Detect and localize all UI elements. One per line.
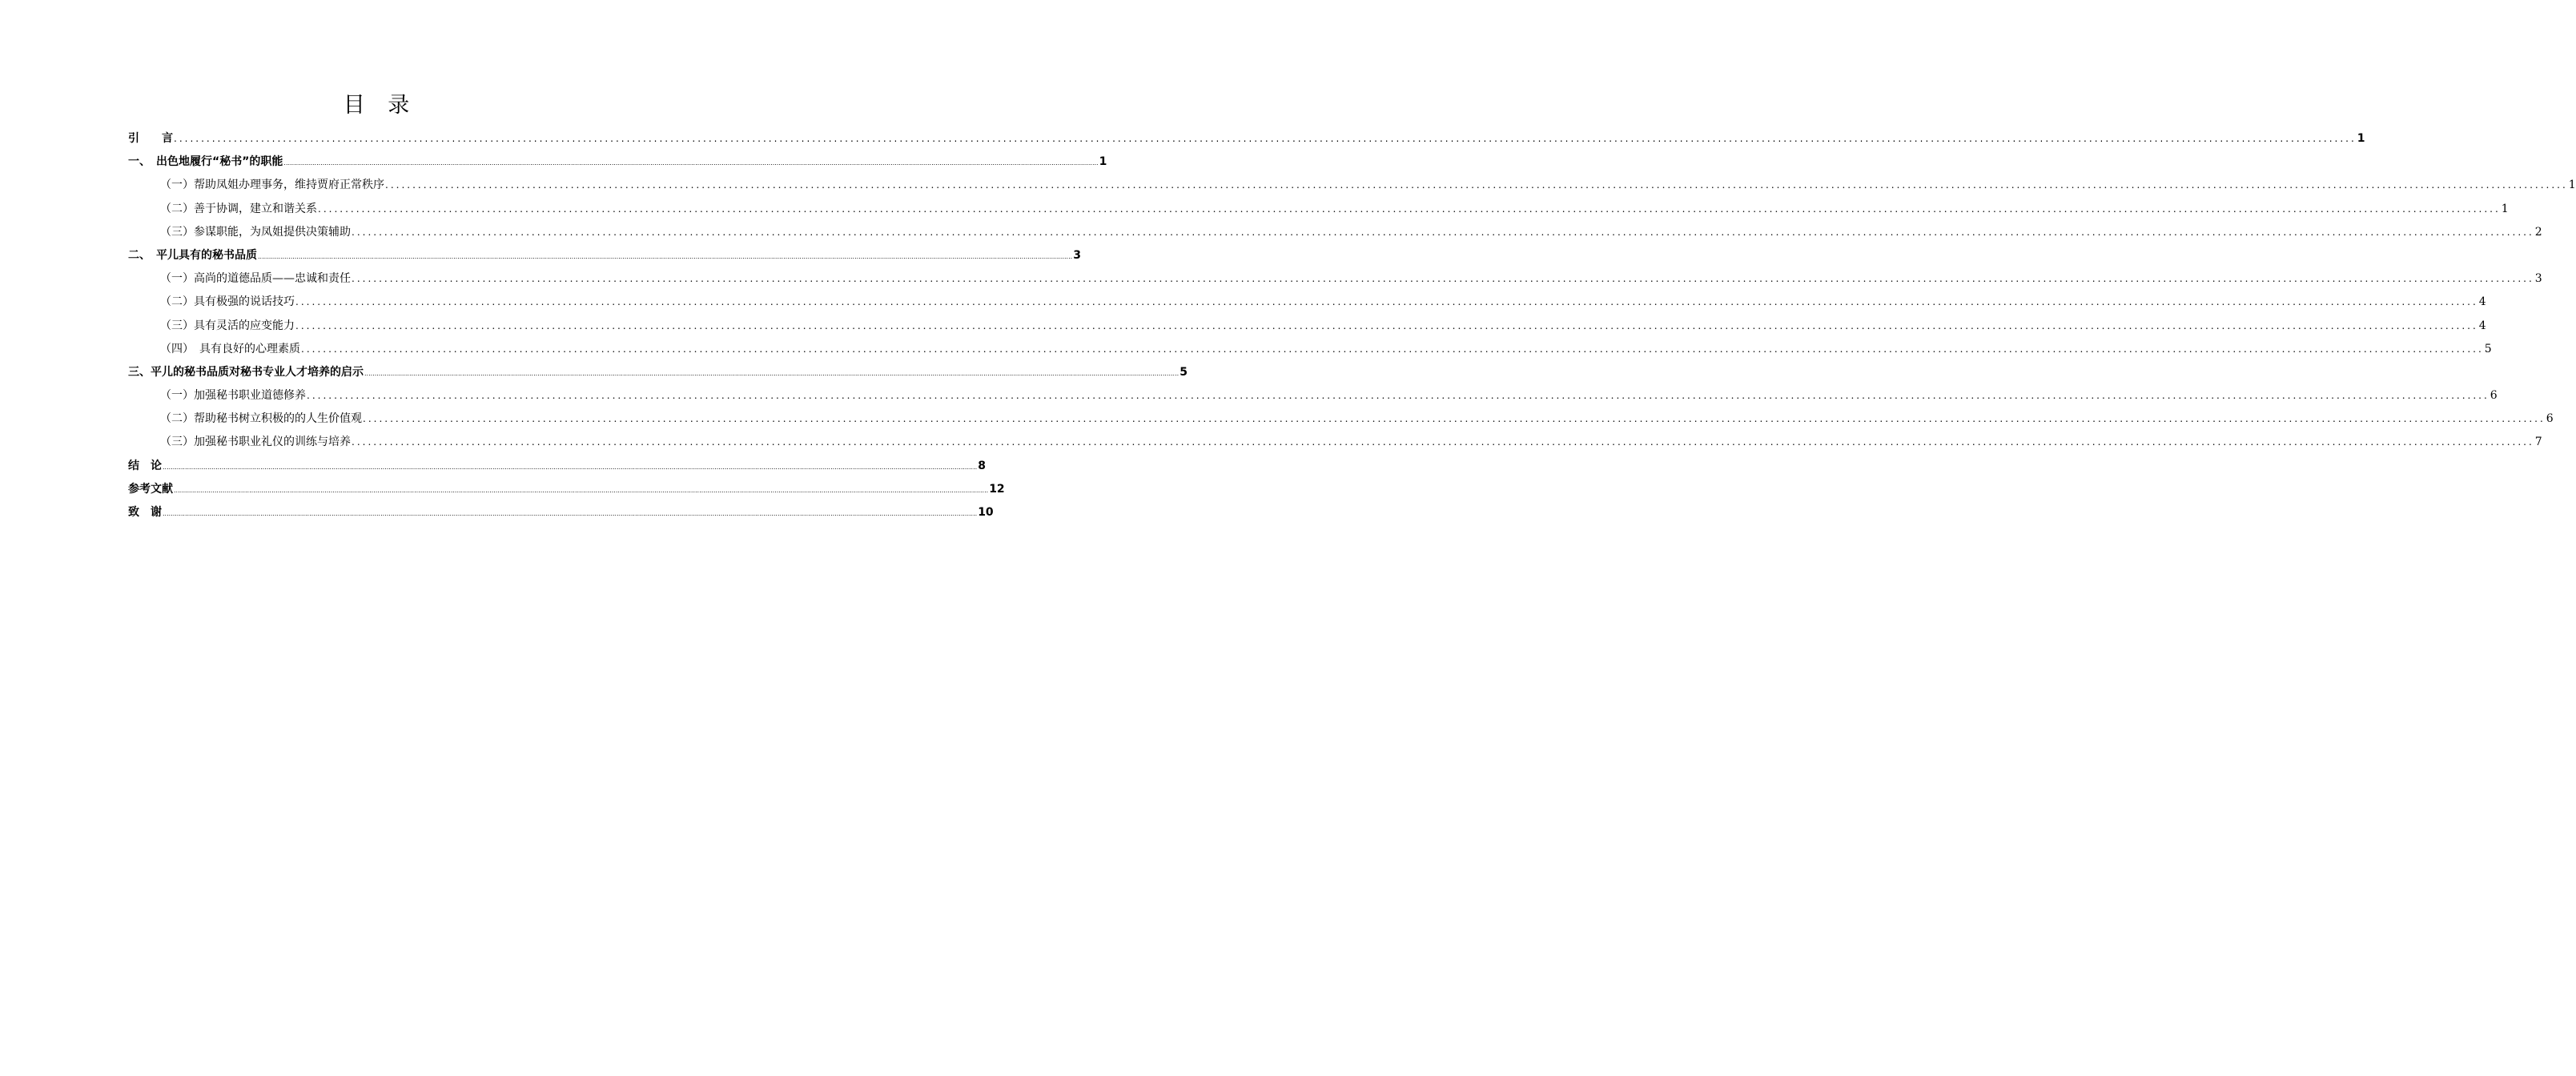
toc-entry[interactable] [128,504,994,527]
toc-entry[interactable] [128,363,1188,387]
toc-entry-page-number: 4 [2478,295,2486,309]
toc-entry-label: （一）加强秘书职业道德修养 [160,389,306,403]
toc-entry-label: （三）具有灵活的应变能力 [160,319,295,332]
toc-entry[interactable] [128,480,1005,504]
toc-entry-label: 致 谢 [128,506,162,519]
toc-entry[interactable] [128,223,2542,247]
toc-entry[interactable] [128,200,2509,223]
toc-entry[interactable] [128,317,2486,340]
toc-entry-label: 二、 平儿具有的秘书品质 [128,248,257,262]
dot-leader: ................................................................................................................................................................................................................................................................................................................................................................................................................ [174,486,989,494]
dot-leader: ................................................................................................................................................................................................................................................................................................................................................................................................................ [163,510,978,517]
toc-entry[interactable] [128,293,2486,316]
toc-entry-label: （二）具有极强的说话技巧 [160,295,295,309]
toc-entry-label: 一、 出色地履行“秘书”的职能 [128,155,283,169]
toc-entry-label: 三、平儿的秘书品质对秘书专业人才培养的启示 [128,365,364,379]
toc-entry-page-number: 1 [2501,202,2509,215]
toc-entry-label: 结 论 [128,459,162,472]
dot-leader: ................................................................................................................................................................................................................................................................................................................................................................................................................ [295,296,2478,308]
dot-leader: ................................................................................................................................................................................................................................................................................................................................................................................................................ [301,343,2484,355]
toc-entry-page-number: 2 [2534,225,2542,239]
dot-leader: ................................................................................................................................................................................................................................................................................................................................................................................................................ [283,159,1099,167]
toc-entry-page-number: 1 [2357,132,2365,145]
dot-leader: ................................................................................................................................................................................................................................................................................................................................................................................................................ [352,226,2534,238]
dot-leader: ................................................................................................................................................................................................................................................................................................................................................................................................................ [352,436,2534,448]
dot-leader: ................................................................................................................................................................................................................................................................................................................................................................................................................ [174,133,2357,144]
toc-entry[interactable] [128,340,2492,363]
toc-entry-label: （四） 具有良好的心理素质 [160,342,300,355]
toc-entry-page-number: 3 [2534,272,2542,286]
toc-entry-label: （三）参谋职能，为凤姐提供决策辅助 [160,225,351,239]
dot-leader: ................................................................................................................................................................................................................................................................................................................................................................................................................ [385,179,2568,191]
toc-entry-page-number: 5 [1179,365,1188,379]
toc-entry-page-number: 5 [2484,342,2492,355]
toc-entry-page-number: 12 [989,482,1005,496]
toc-entry[interactable] [128,270,2542,293]
dot-leader: ................................................................................................................................................................................................................................................................................................................................................................................................................ [352,273,2534,285]
toc-entry[interactable] [128,176,2576,199]
toc-entry[interactable] [128,433,2542,456]
toc-entry-page-number: 7 [2534,436,2542,449]
dot-leader: ................................................................................................................................................................................................................................................................................................................................................................................................................ [258,252,1073,260]
dot-leader: ................................................................................................................................................................................................................................................................................................................................................................................................................ [163,463,978,471]
toc-entry-label: （一）帮助凤姐办理事务，维持贾府正常秩序 [160,179,384,192]
toc-entry-page-number: 6 [2490,389,2498,403]
toc-entry-label: （二）善于协调，建立和谐关系 [160,202,317,215]
toc-entry-page-number: 10 [978,506,994,519]
toc-entry[interactable] [128,387,2498,410]
toc-entry[interactable] [128,457,986,480]
toc-entry[interactable] [128,247,1081,270]
table-of-contents [128,130,2576,527]
toc-entry-label: （二）帮助秘书树立积极的的人生价值观 [160,412,362,426]
toc-entry-label: （一）高尚的道德品质——忠诚和责任 [160,272,351,286]
toc-entry-label: （三）加强秘书职业礼仪的训练与培养 [160,436,351,449]
toc-entry-page-number: 4 [2478,319,2486,332]
dot-leader: ................................................................................................................................................................................................................................................................................................................................................................................................................ [318,203,2501,215]
dot-leader: ................................................................................................................................................................................................................................................................................................................................................................................................................ [364,369,1179,377]
toc-entry-page-number: 8 [978,459,986,472]
toc-entry[interactable] [128,410,2554,433]
toc-entry[interactable] [128,130,2365,153]
dot-leader: ................................................................................................................................................................................................................................................................................................................................................................................................................ [307,390,2490,402]
dot-leader: ................................................................................................................................................................................................................................................................................................................................................................................................................ [363,413,2546,425]
toc-entry-page-number: 1 [2568,179,2576,192]
dot-leader: ................................................................................................................................................................................................................................................................................................................................................................................................................ [295,319,2478,331]
toc-entry-label: 参考文献 [128,482,173,496]
toc-entry-page-number: 1 [1099,155,1107,169]
toc-entry-label: 引 言 [128,132,173,145]
toc-entry-page-number: 6 [2546,412,2554,426]
toc-entry[interactable] [128,153,1107,176]
toc-entry-page-number: 3 [1073,248,1081,262]
page-title: 目 录 [343,93,418,118]
